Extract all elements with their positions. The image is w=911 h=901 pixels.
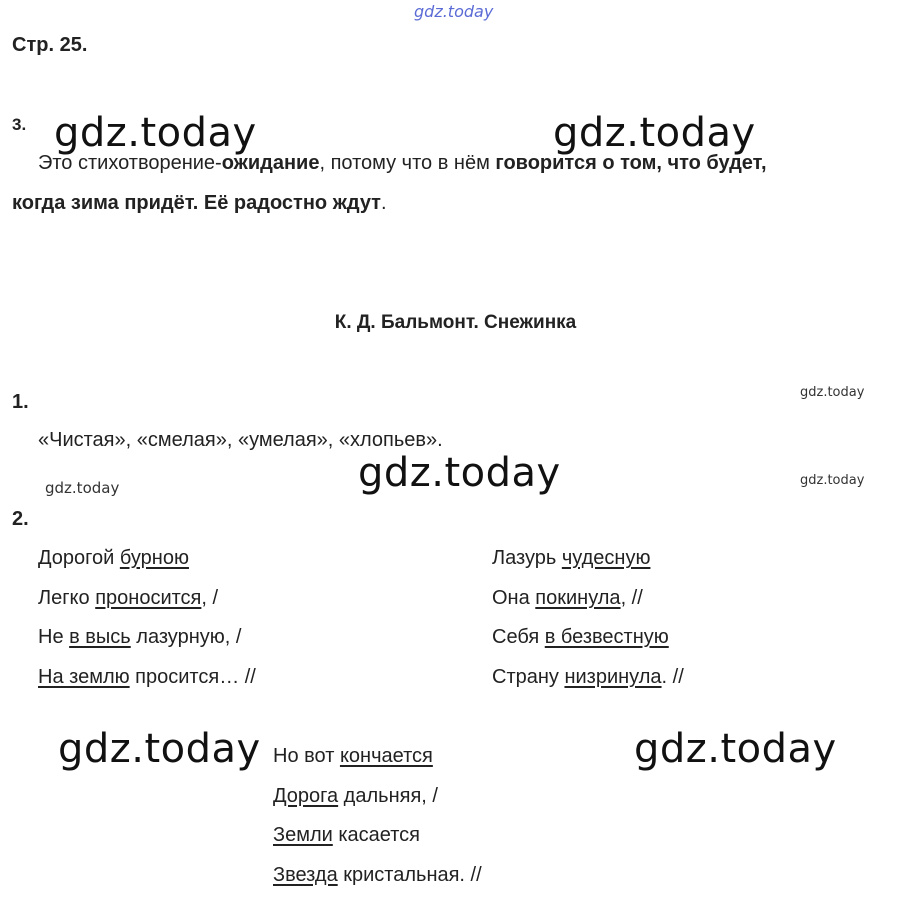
task1-answer: «Чистая», «смелая», «умелая», «хлопьев». — [38, 429, 443, 451]
text-run: , / — [201, 587, 219, 609]
watermark-big: gdz.today — [634, 726, 837, 772]
text-run: Не — [38, 626, 70, 648]
poem-line — [273, 864, 482, 887]
underlined-word: покинула — [535, 587, 621, 609]
poem-line — [492, 666, 684, 689]
task3-line2 — [12, 192, 387, 215]
poem-line — [492, 587, 643, 610]
underlined-word: Звезда — [273, 864, 338, 886]
text-run: касается — [332, 824, 421, 846]
poem-line — [273, 745, 433, 768]
underlined-word: низринула — [564, 666, 662, 688]
underlined-word: кончается — [339, 745, 433, 767]
underlined-word: чудесную — [561, 547, 651, 569]
task3-line1 — [38, 152, 767, 175]
watermark-small: gdz.today — [800, 385, 865, 400]
text-run: кристальная. // — [337, 864, 482, 886]
poem-line — [273, 785, 438, 808]
text-run: , потому что в нём — [319, 152, 496, 174]
underlined-word: проносится — [95, 587, 202, 609]
watermark-big: gdz.today — [54, 110, 257, 156]
watermark-big: gdz.today — [358, 450, 561, 496]
watermark-big: gdz.today — [58, 726, 261, 772]
watermark-small: gdz.today — [800, 473, 865, 488]
task3-number: 3. — [12, 115, 27, 134]
watermark-big: gdz.today — [553, 110, 756, 156]
underlined-word: На землю — [38, 666, 130, 688]
watermark-top: gdz.today — [414, 2, 494, 21]
text-run: . — [380, 192, 387, 214]
underlined-word: Земли — [273, 824, 333, 846]
text-run: Страну — [492, 666, 565, 688]
page-label: Стр. 25. — [12, 34, 88, 56]
text-run: Лазурь — [492, 547, 562, 569]
task2-number: 2. — [12, 508, 29, 530]
text-run: . // — [661, 666, 684, 688]
text-run: , // — [620, 587, 643, 609]
poem-line — [492, 547, 650, 570]
poem-line — [38, 587, 218, 610]
poem-line — [492, 626, 669, 649]
underlined-word: в безвестную — [544, 626, 669, 648]
underlined-word: Дорога — [273, 785, 339, 807]
text-run: Дорогой — [38, 547, 120, 569]
poem-line — [38, 666, 256, 689]
text-run-bold: ожидание — [221, 152, 320, 174]
text-run: Но вот — [273, 745, 340, 767]
poem-heading: К. Д. Бальмонт. Снежинка — [334, 312, 577, 333]
underlined-word: бурною — [119, 547, 189, 569]
task1-number: 1. — [12, 391, 29, 413]
underlined-word: в высь — [69, 626, 131, 648]
text-run: дальняя, / — [338, 785, 438, 807]
text-run: Это стихотворение- — [38, 152, 222, 174]
text-run: Она — [492, 587, 536, 609]
watermark-small: gdz.today — [45, 479, 120, 497]
text-run: просится… // — [129, 666, 256, 688]
poem-line — [38, 547, 189, 570]
text-run: Легко — [38, 587, 96, 609]
text-run: Себя — [492, 626, 545, 648]
text-run: лазурную, / — [130, 626, 242, 648]
poem-line — [38, 626, 241, 649]
text-run-bold: говорится о том, что будет, — [495, 152, 767, 174]
text-run-bold: когда зима придёт. Её радостно ждут — [12, 192, 381, 214]
poem-line — [273, 824, 420, 847]
